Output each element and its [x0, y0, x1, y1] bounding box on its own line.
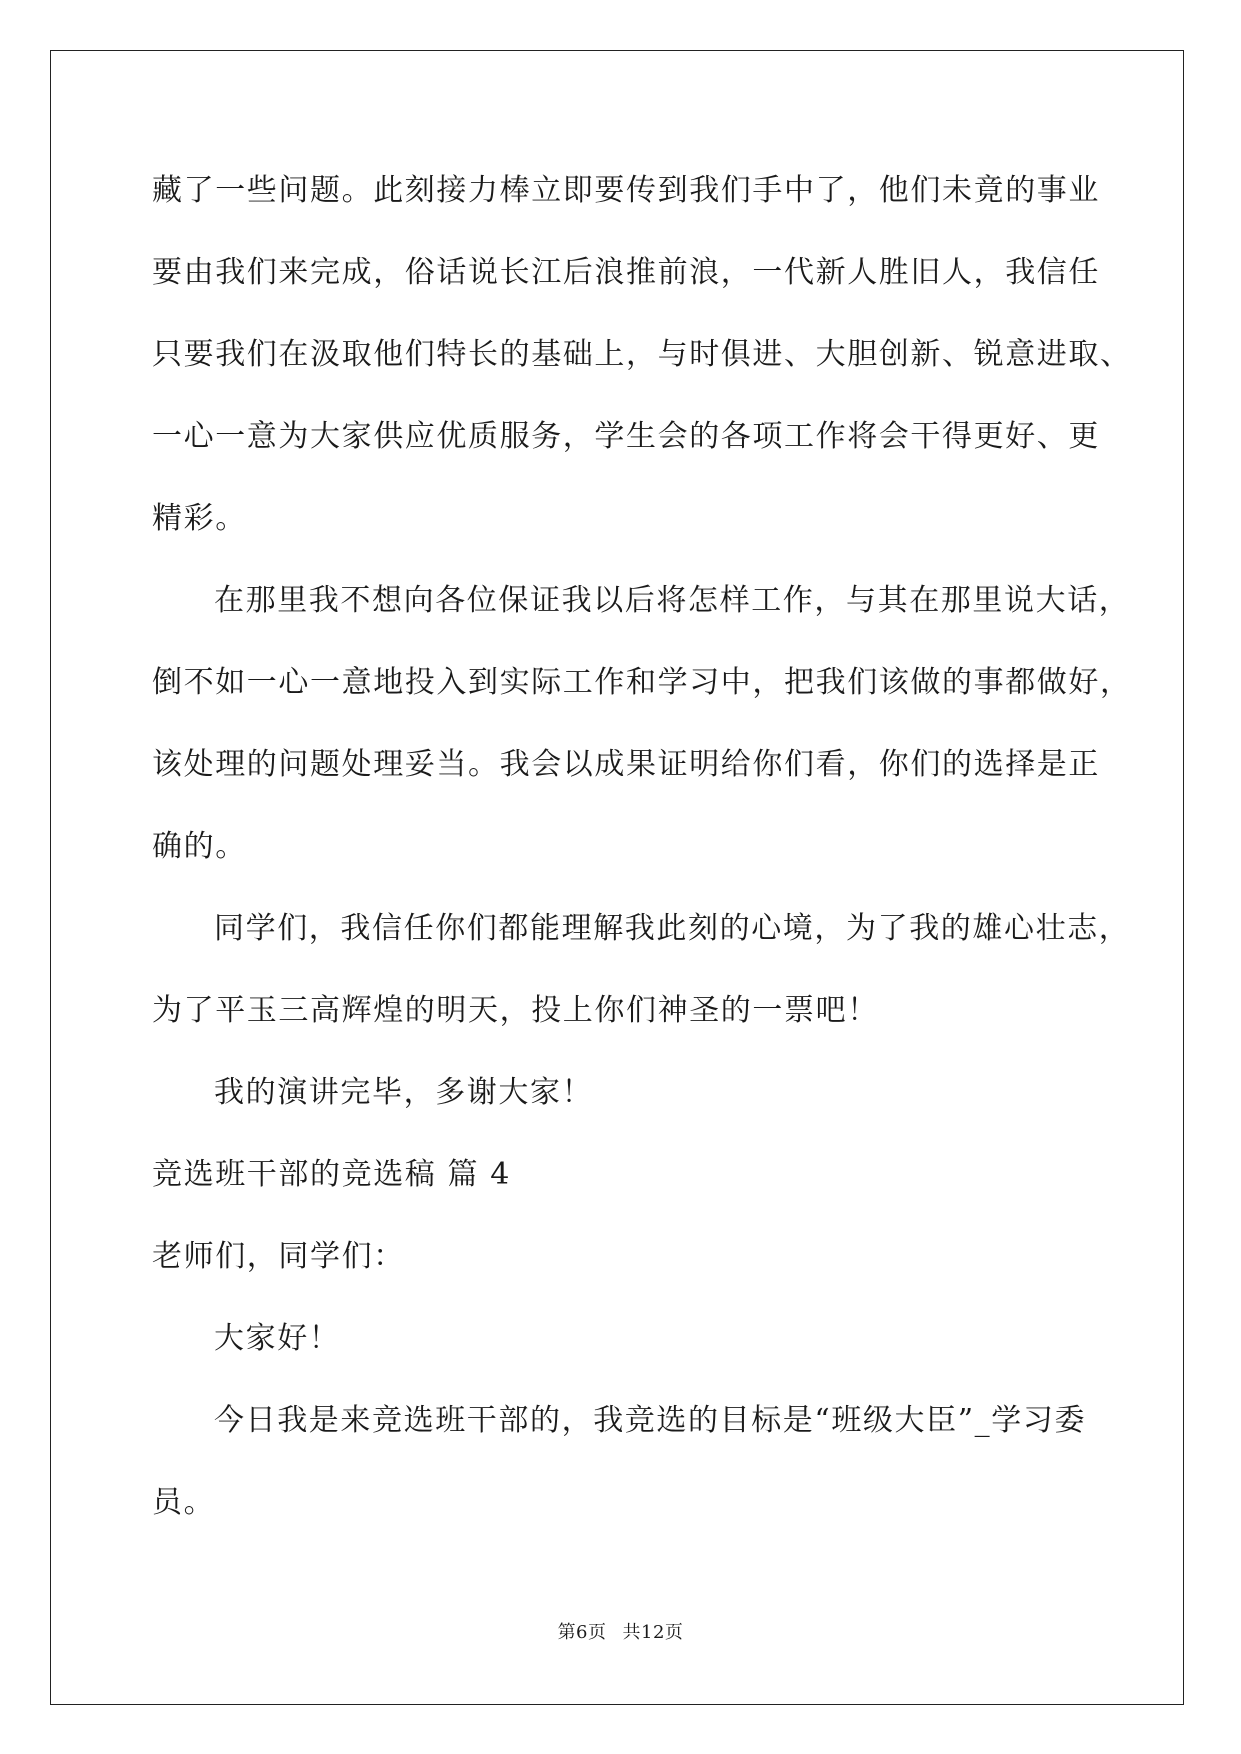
text-line: 要由我们来完成，俗话说长江后浪推前浪，一代新人胜旧人，我信任	[152, 255, 1100, 290]
text-line: 确的。	[152, 829, 247, 864]
document-body	[152, 158, 1132, 1552]
text-line: 老师们，同学们：	[152, 1239, 405, 1274]
text-line: 倒不如一心一意地投入到实际工作和学习中，把我们该做的事都做好，	[152, 665, 1132, 700]
page-number-total: 共12页	[622, 1622, 684, 1643]
text-line: 藏了一些问题。此刻接力棒立即要传到我们手中了，他们未竟的事业	[152, 173, 1100, 208]
page-footer	[0, 1618, 1241, 1644]
text-line: 为了平玉三高辉煌的明天，投上你们神圣的一票吧！	[152, 993, 879, 1028]
text-line: 在那里我不想向各位保证我以后将怎样工作，与其在那里说大话，	[214, 583, 1131, 618]
text-line: 同学们，我信任你们都能理解我此刻的心境，为了我的雄心壮志，	[214, 911, 1131, 946]
text-line: 大家好！	[214, 1321, 341, 1356]
text-line: 该处理的问题处理妥当。我会以成果证明给你们看，你们的选择是正	[152, 747, 1100, 782]
text-line: 一心一意为大家供应优质服务，学生会的各项工作将会干得更好、更	[152, 419, 1100, 454]
text-line: 我的演讲完毕，多谢大家！	[214, 1075, 594, 1110]
text-line: 今日我是来竞选班干部的，我竞选的目标是“班级大臣”_学习委	[214, 1403, 1087, 1438]
text-line: 只要我们在汲取他们特长的基础上，与时俱进、大胆创新、锐意进取、	[152, 337, 1132, 372]
page-number-current: 第6页	[557, 1622, 607, 1643]
text-line: 竞选班干部的竞选稿 篇 4	[152, 1157, 511, 1192]
text-line: 员。	[152, 1485, 216, 1520]
text-line: 精彩。	[152, 501, 247, 536]
